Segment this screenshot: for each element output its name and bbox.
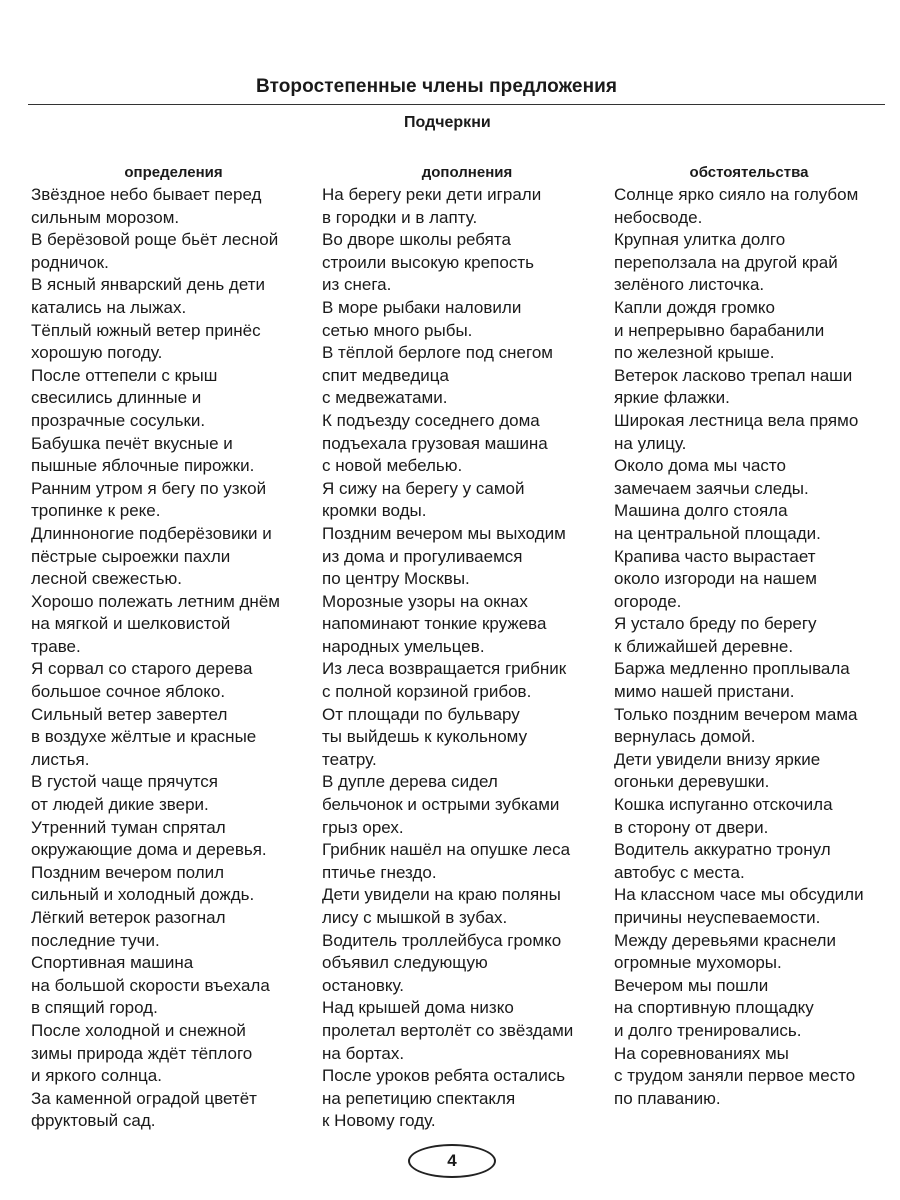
column-header-objects: дополнения — [421, 164, 513, 181]
column-definitions — [31, 162, 316, 1133]
column-header-circumstances: обстоятельства — [689, 164, 809, 181]
sentences-circumstances: Солнце ярко сияло на голубом небосводе. Крупная улитка долго переползала на другой край зелёного листочка. Капли дождя громко и непрерывно барабанили по железной крыше. Ветерок ласково трепал наши яркие флажки. Широкая лестница вела прямо на улицу. Около дома мы часто замечаем заячьи следы. Машина долго стояла на центральной площади. Крапива часто вырастает около изгороди на нашем огороде. Я устало бреду по берегу к ближайшей деревне. Баржа медленно проплывала мимо нашей пристани. Только поздним вечером мама вернулась домой. Дети увидели внизу яркие огоньки деревушки. Кошка испуганно отскочила в сторону от двери. Водитель аккуратно тронул автобус с места. На классном часе мы обсудили причины неуспеваемости. Между деревьями краснели огромные мухоморы. Вечером мы пошли на спортивную площадку и долго тренировались. На соревнованиях мы с трудом заняли первое место по плаванию. — [614, 185, 864, 1108]
task-instruction: Подчеркни — [404, 114, 491, 131]
sentences-objects: На берегу реки дети играли в городки и в лапту. Во дворе школы ребята строили высокую крепость из снега. В море рыбаки наловили сетью много рыбы. В тёплой берлоге под снегом спит медведица с медвежатами. К подъезду соседнего дома подъехала грузовая машина с новой мебелью. Я сижу на берегу у самой кромки воды. Поздним вечером мы выходим из дома и прогуливаемся по центру Москвы. Морозные узоры на окнах напоминают тонкие кружева народных умельцев. Из леса возвращается грибник с полной корзиной грибов. От площади по бульвару ты выйдешь к кукольному театру. В дупле дерева сидел бельчонок и острыми зубками грыз орех. Грибник нашёл на опушке леса птичье гнездо. Дети увидели на краю поляны лису с мышкой в зубах. Водитель троллейбуса громко объявил следующую остановку. Над крышей дома низко пролетал вертолёт со звёздами на бортах. После уроков ребята остались на репетицию спектакля к Новому году. — [322, 185, 574, 1131]
sentences-definitions: Звёздное небо бывает перед сильным морозом. В берёзовой роще бьёт лесной родничок. В ясный январский день дети катались на лыжах. Тёплый южный ветер принёс хорошую погоду. После оттепели с крыш свесились длинные и прозрачные сосульки. Бабушка печёт вкусные и пышные яблочные пирожки. Ранним утром я бегу по узкой тропинке к реке. Длинноногие подберёзовики и пёстрые сыроежки пахли лесной свежестью. Хорошо полежать летним днём на мягкой и шелковистой траве. Я сорвал со старого дерева большое сочное яблоко. Сильный ветер завертел в воздухе жёлтые и красные листья. В густой чаще прячутся от людей дикие звери. Утренний туман спрятал окружающие дома и деревья. Поздним вечером полил сильный и холодный дождь. Лёгкий ветерок разогнал последние тучи. Спортивная машина на большой скорости въехала в спящий город. После холодной и снежной зимы природа ждёт тёплого и яркого солнца. За каменной оградой цветёт фруктовый сад. — [31, 185, 280, 1131]
column-circumstances — [614, 162, 884, 1110]
column-objects — [322, 162, 612, 1133]
title-divider — [28, 104, 885, 105]
page-title: Второстепенные члены предложения — [256, 76, 618, 97]
column-header-definitions: определения — [124, 164, 223, 181]
page-number: 4 — [408, 1144, 496, 1178]
